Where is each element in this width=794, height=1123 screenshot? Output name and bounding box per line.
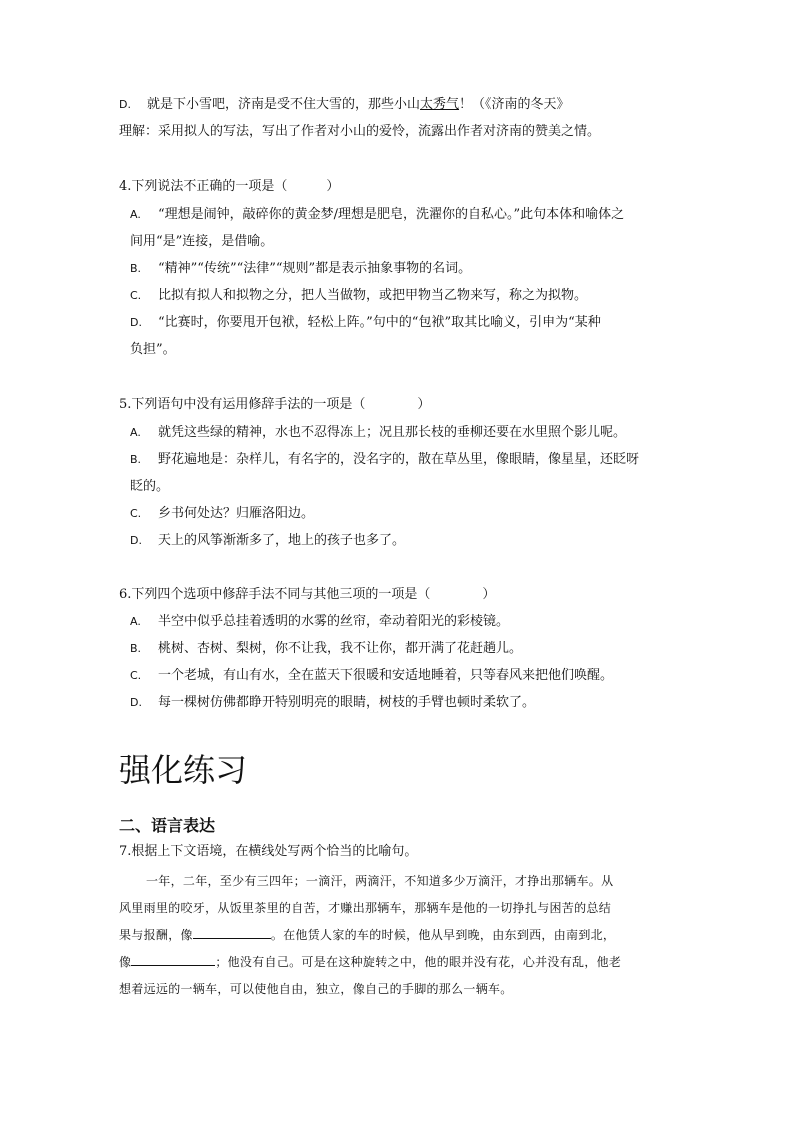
q4-option-b-text: “精神”“传统”“法律”“规则”都是表示抽象事物的名词。 bbox=[158, 261, 472, 276]
q6-option-a bbox=[130, 613, 509, 631]
q6-option-b-text: 桃树、杏树、梨树，你不让我，我不让你，都开满了花赶趟儿。 bbox=[158, 641, 523, 656]
q3-explanation: 理解：采用拟人的写法，写出了作者对小山的爱怜，流露出作者对济南的赞美之情。 bbox=[119, 124, 601, 139]
option-letter: D. bbox=[130, 696, 142, 709]
q7-passage-line2: 风里雨里的咬牙，从饭里茶里的自苦，才赚出那辆车，那辆车是他的一切挣扎与困苦的总结 bbox=[119, 901, 612, 915]
option-letter: A. bbox=[130, 208, 141, 221]
q6-option-b bbox=[130, 640, 522, 658]
option-letter: C. bbox=[130, 669, 142, 682]
q4-option-a-line2: 间用“是”连接，是借喻。 bbox=[130, 234, 274, 249]
option-letter: D. bbox=[130, 534, 142, 547]
q4-option-d bbox=[130, 314, 601, 332]
q7-passage-line1: 一年，二年，至少有三四年；一滴汗，两滴汗，不知道多少万滴汗，才挣出那辆车。从 bbox=[146, 874, 614, 888]
option-letter: D. bbox=[119, 98, 131, 111]
q5-option-b-line2: 眨的。 bbox=[130, 479, 170, 494]
q6-option-d bbox=[130, 694, 535, 712]
q4-option-c-text: 比拟有拟人和拟物之分，把人当做物，或把甲物当乙物来写，称之为拟物。 bbox=[158, 288, 588, 303]
option-letter: A. bbox=[130, 426, 141, 439]
q4-option-d-line1: “比赛时，你要甩开包袱，轻松上阵。”句中的“包袱”取其比喻义，引申为“某种 bbox=[158, 315, 601, 330]
q5-option-a-text: 就凭这些绿的精神，水也不忍得冻上；况且那长枝的垂柳还要在水里照个影儿呢。 bbox=[158, 425, 627, 440]
section-title: 强化练习 bbox=[119, 751, 248, 789]
q6-stem: 6.下列四个选项中修辞手法不同与其他三项的一项是（ ） bbox=[119, 587, 496, 602]
q3-option-d-text-a: 就是下小雪吧，济南是受不住大雪的，那些小山 bbox=[147, 97, 421, 112]
q4-option-b bbox=[130, 260, 471, 278]
q7-passage-line4 bbox=[119, 953, 621, 971]
option-letter: B. bbox=[130, 453, 142, 466]
q4-option-c bbox=[130, 287, 587, 305]
q5-option-d bbox=[130, 532, 405, 550]
answer-blank-1[interactable] bbox=[193, 926, 271, 939]
q5-option-b-line1: 野花遍地是：杂样儿，有名字的，没名字的，散在草丛里，像眼睛，像星星，还眨呀 bbox=[158, 452, 640, 467]
q6-option-d-text: 每一棵树仿佛都睁开特别明亮的眼睛，树枝的手臂也顿时柔软了。 bbox=[158, 695, 536, 710]
q3-option-d-text-c: ！（《济南的冬天》 bbox=[459, 97, 570, 112]
q7-passage-line3 bbox=[119, 926, 615, 944]
q5-option-a bbox=[130, 424, 626, 442]
q7-passage-line4-a: 像 bbox=[119, 955, 132, 969]
q4-option-d-line2: 负担”。 bbox=[130, 342, 176, 357]
option-letter: B. bbox=[130, 262, 142, 275]
q5-option-c-text: 乡书何处达？归雁洛阳边。 bbox=[158, 506, 315, 521]
option-letter: B. bbox=[130, 642, 142, 655]
q7-passage-line3-a: 果与报酬，像 bbox=[119, 928, 193, 942]
option-letter: C. bbox=[130, 507, 142, 520]
q4-option-a-line1: “理想是闹钟，敲碎你的黄金梦/理想是肥皂，洗濯你的自私心。”此句本体和喻体之 bbox=[158, 207, 625, 222]
answer-blank-2[interactable] bbox=[131, 953, 215, 966]
q5-stem: 5.下列语句中没有运用修辞手法的一项是（ ） bbox=[119, 397, 431, 412]
section-subtitle: 二、语言表达 bbox=[119, 816, 216, 835]
q7-passage-line5: 想着远远的一辆车，可以使他自由，独立，像自己的手脚的那么一辆车。 bbox=[119, 982, 513, 996]
q5-option-d-text: 天上的风筝渐渐多了，地上的孩子也多了。 bbox=[158, 533, 406, 548]
q4-option-a bbox=[130, 206, 624, 224]
q6-option-a-text: 半空中似乎总挂着透明的水雾的丝帘，牵动着阳光的彩棱镜。 bbox=[158, 614, 510, 629]
q3-option-d bbox=[119, 96, 570, 114]
q6-option-c bbox=[130, 667, 613, 685]
q7-passage-line4-b: ；他没有自己。可是在这种旋转之中，他的眼并没有花，心并没有乱，他老 bbox=[215, 955, 622, 969]
q5-option-b bbox=[130, 451, 639, 469]
option-letter: D. bbox=[130, 316, 142, 329]
q5-option-c bbox=[130, 505, 314, 523]
q7-passage-line3-b: 。在他赁人家的车的时候，他从早到晚，由东到西，由南到北， bbox=[270, 928, 616, 942]
option-letter: A. bbox=[130, 615, 141, 628]
q6-option-c-text: 一个老城，有山有水，全在蓝天下很暖和安适地睡着，只等春风来把他们唤醒。 bbox=[158, 668, 614, 683]
q7-stem: 7.根据上下文语境，在横线处写两个恰当的比喻句。 bbox=[119, 844, 418, 859]
q4-stem: 4.下列说法不正确的一项是（ ） bbox=[119, 179, 340, 194]
q3-option-d-underlined: 太秀气 bbox=[420, 97, 460, 112]
option-letter: C. bbox=[130, 289, 142, 302]
